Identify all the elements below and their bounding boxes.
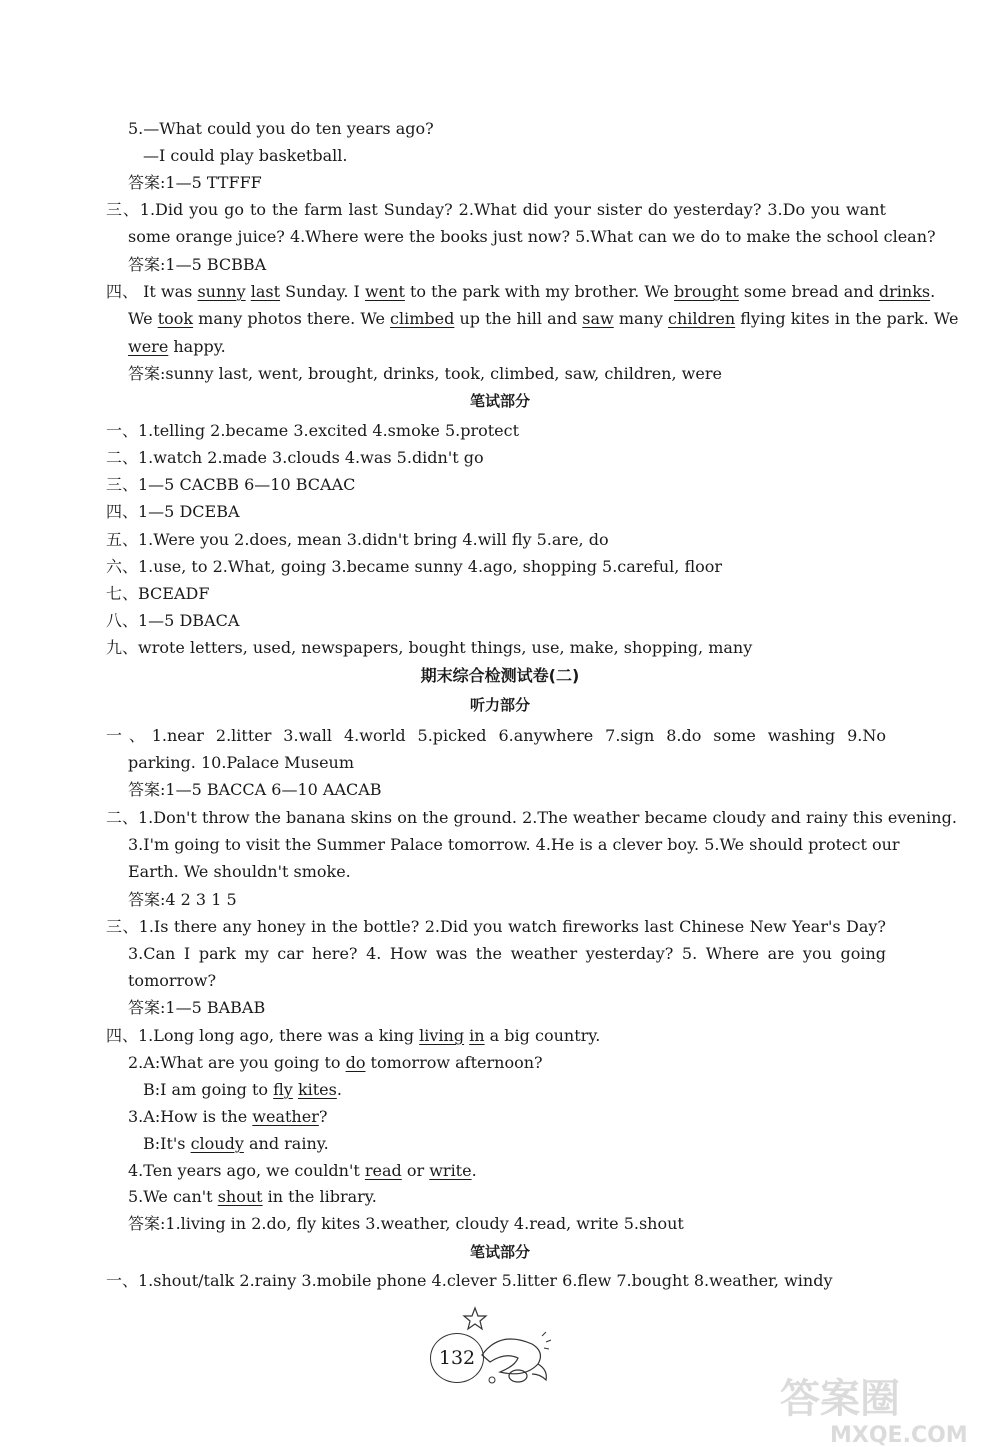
text-line: 三、1.Did you go to the farm last Sunday? 2.What did your sister do yesterday? 3.Do you want: [106, 200, 886, 219]
text-line: 九、wrote letters, used, newspapers, bought things, use, make, shopping, many: [106, 638, 753, 657]
text-line: 四、1.Long long ago, there was a king living in a big country.: [106, 1026, 601, 1045]
text-line: 六、1.use, to 2.What, going 3.became sunny 4.ago, shopping 5.careful, floor: [106, 557, 723, 576]
text-line: 3.Can I park my car here? 4. How was the weather yesterday? 5. Where are you going: [128, 944, 886, 963]
text-line: 笔试部分: [469, 392, 530, 410]
text-line: some orange juice? 4.Where were the books just now? 5.What can we do to make the school clean?: [128, 227, 936, 246]
text-line: 3.I'm going to visit the Summer Palace tomorrow. 4.He is a clever boy. 5.We should protect our: [128, 835, 900, 854]
watermark-top: 答案圈: [780, 1376, 900, 1422]
text-line: 答案:4 2 3 1 5: [128, 890, 237, 909]
text-line: 七、BCEADF: [106, 584, 210, 603]
text-line: 四、 It was sunny last Sunday. I went to the park with my brother. We brought some bread and drinks.: [106, 282, 936, 301]
text-line: 5.—What could you do ten years ago?: [128, 119, 434, 138]
text-line: 听力部分: [469, 696, 530, 714]
text-line: 一、1.telling 2.became 3.excited 4.smoke 5.protect: [106, 421, 520, 440]
text-line: 四、1—5 DCEBA: [106, 502, 240, 521]
text-line: 4.Ten years ago, we couldn't read or write.: [128, 1161, 477, 1180]
text-line: 一、1.near 2.litter 3.wall 4.world 5.picked 6.anywhere 7.sign 8.do some washing 9.No: [106, 726, 886, 745]
text-line: 五、1.Were you 2.does, mean 3.didn't bring 4.will fly 5.are, do: [106, 530, 609, 549]
text-line: 答案:sunny last, went, brought, drinks, took, climbed, saw, children, were: [128, 364, 722, 383]
text-line: 答案:1—5 BABAB: [128, 998, 266, 1017]
text-line: 期末综合检测试卷(二): [420, 666, 580, 685]
text-line: 三、1.Is there any honey in the bottle? 2.Did you watch fireworks last Chinese New Year's Day?: [106, 917, 886, 936]
page-number: 132: [430, 1333, 484, 1383]
text-line: 三、1—5 CACBB 6—10 BCAAC: [106, 475, 356, 494]
watermark-logo: [760, 1370, 1000, 1447]
text-line: 笔试部分: [469, 1243, 530, 1261]
text-line: 答案:1.living in 2.do, fly kites 3.weather, cloudy 4.read, write 5.shout: [128, 1214, 684, 1233]
text-line: parking. 10.Palace Museum: [128, 753, 355, 772]
text-line: 5.We can't shout in the library.: [128, 1187, 377, 1206]
text-line: Earth. We shouldn't smoke.: [128, 862, 351, 881]
text-line: 八、1—5 DBACA: [106, 611, 240, 630]
text-line: tomorrow?: [128, 971, 217, 990]
text-line: were happy.: [128, 337, 226, 356]
text-line: 3.A:How is the weather?: [128, 1107, 328, 1126]
watermark-bottom: MXQE.COM: [830, 1423, 968, 1447]
text-line: 2.A:What are you going to do tomorrow afternoon?: [128, 1053, 543, 1072]
text-line: We took many photos there. We climbed up the hill and saw many children flying kites in the park. We: [128, 309, 959, 328]
text-line: 二、1.Don't throw the banana skins on the ground. 2.The weather became cloudy and rainy this evening.: [106, 808, 957, 827]
text-line: —I could play basketball.: [143, 146, 348, 165]
text-line: 答案:1—5 BCBBA: [128, 255, 267, 274]
text-line: 二、1.watch 2.made 3.clouds 4.was 5.didn't go: [106, 448, 484, 467]
text-line: 答案:1—5 BACCA 6—10 AACAB: [128, 780, 382, 799]
text-line: B:It's cloudy and rainy.: [143, 1134, 329, 1153]
text-line: 一、1.shout/talk 2.rainy 3.mobile phone 4.clever 5.litter 6.flew 7.bought 8.weather, windy: [106, 1271, 833, 1290]
text-line: 答案:1—5 TTFFF: [128, 173, 262, 192]
text-line: B:I am going to fly kites.: [143, 1080, 342, 1099]
